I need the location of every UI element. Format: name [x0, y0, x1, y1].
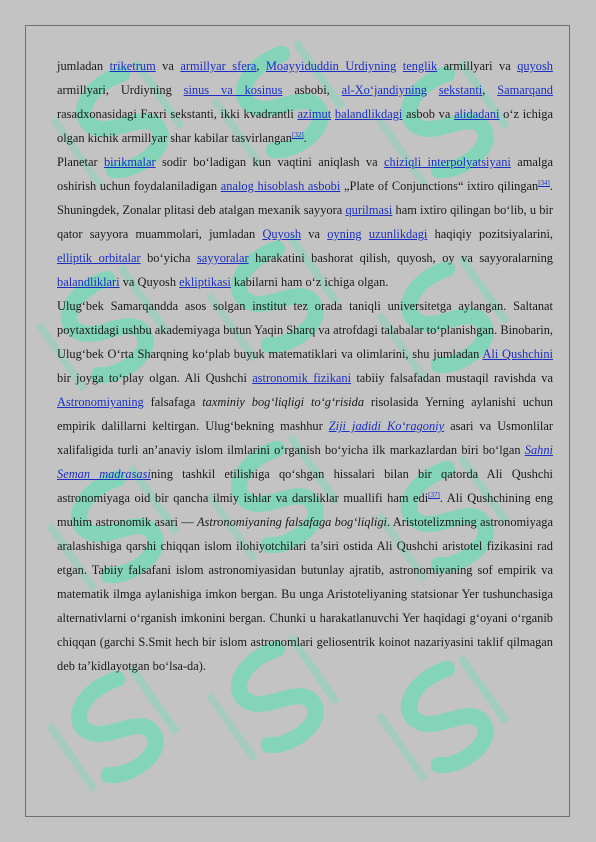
link-tenglik[interactable]: tenglik — [402, 59, 438, 73]
text-run: haqiqiy pozitsiyalarini, — [427, 227, 553, 241]
text-run: tabiiy falsafadan mustaqil ravishda va — [351, 371, 553, 385]
link-elliptik-orbitalar[interactable]: elliptik orbitalar — [57, 251, 141, 265]
link-balandliklari[interactable]: balandliklari — [57, 275, 120, 289]
link-alidadani[interactable]: alidadani — [454, 107, 500, 121]
text-run: rasadxonasidagi Faxri sekstanti, ikki kvadrantli — [57, 107, 298, 121]
italic-title: Astronomiyaning falsafaga bog‘liqligi — [196, 515, 387, 529]
link-astronomiyaning[interactable]: Astronomiyaning — [57, 395, 144, 409]
text-run: , — [256, 59, 266, 73]
link-qurilmasi[interactable]: qurilmasi — [345, 203, 393, 217]
link-uzunlikdagi[interactable]: uzunlikdagi — [368, 227, 428, 241]
link-azimut[interactable]: azimut — [297, 107, 332, 121]
text-run: harakatini bashorat qilish, quyosh, oy va sayyoralarning — [248, 251, 553, 265]
text-run: risolasida Yerning aylanishi uchun empirik dalillarni keltirgan. Ulug‘bekning mashhur — [57, 395, 553, 433]
link-birikmalar[interactable]: birikmalar — [103, 155, 156, 169]
link-chiziqli-interpolyatsiyani[interactable]: chiziqli interpolyatsiyani — [384, 155, 511, 169]
link-oyning[interactable]: oyning — [327, 227, 362, 241]
link-armillyar-sfera[interactable]: armillyar sfera — [180, 59, 257, 73]
link-quyosh[interactable]: Quyosh — [262, 227, 302, 241]
link-sekstanti[interactable]: sekstanti — [438, 83, 483, 97]
text-run: jumladan — [57, 59, 110, 73]
link-sinus-va-kosinus[interactable]: sinus va kosinus — [183, 83, 283, 97]
footnote-ref[interactable]: [34] — [538, 179, 550, 187]
text-run — [427, 83, 439, 97]
text-run: o‘z ichiga olgan kichik armillyar shar kabilar tasvirlangan — [57, 107, 553, 145]
text-run: Ulug‘bek Samarqandda asos solgan institut tez orada taniqli universitetga aylangan. Saltanat poytaxtidagi ushbu akademiyaga butun Yaqin Sharq va atrofdagi talabalar to‘planishgan. Binobarin, Ulug‘bek O‘rta Sharqning ko‘plab buyuk matematiklari va olimlarini, shu jumladan — [57, 299, 553, 361]
link-astronomik-fizikani[interactable]: astronomik fizikani — [252, 371, 352, 385]
text-run: va — [155, 59, 181, 73]
italic-title: taxminiy bog‘liqligi to‘g‘risida — [202, 395, 365, 409]
footnote-superscript — [292, 131, 304, 139]
link-triketrum[interactable]: triketrum — [109, 59, 156, 73]
link-ziji-jadidi-ko-ragoniy[interactable]: Ziji jadidi Ko‘ragoniy — [328, 419, 445, 433]
text-run: . — [303, 131, 307, 145]
paragraph-ulugbek-academy — [57, 294, 553, 678]
footnote-superscript — [538, 179, 550, 187]
link-ekliptikasi[interactable]: ekliptikasi — [179, 275, 231, 289]
watermark-s-logo — [45, 663, 184, 796]
text-run: . Shuningdek, Zonalar plitasi deb atalgan mexanik sayyora — [57, 179, 553, 217]
text-run: armillyari, Urdiyning — [57, 83, 184, 97]
document-page — [25, 25, 570, 817]
text-run: va — [301, 227, 328, 241]
text-run: va Quyosh — [119, 275, 180, 289]
link-balandlikdagi[interactable]: balandlikdagi — [334, 107, 403, 121]
footnote-ref[interactable]: [37] — [428, 491, 440, 499]
text-run: „Plate of Conjunctions“ ixtiro qilingan — [340, 179, 539, 193]
paragraph-plate-of-conjunctions — [57, 150, 553, 294]
text-run: , — [482, 83, 498, 97]
link-ali-qushchini[interactable]: Ali Qushchini — [482, 347, 553, 361]
text-run: Planetar — [57, 155, 104, 169]
text-run: amalga oshirish uchun foydalaniladigan — [57, 155, 553, 193]
text-run: asbob va — [402, 107, 455, 121]
text-run: . Ali Qushchining eng muhim astronomik asari — — [57, 491, 553, 529]
link-samarqand[interactable]: Samarqand — [497, 83, 553, 97]
link-al-xo-jandiyning[interactable]: al-Xo‘jandiyning — [341, 83, 427, 97]
document-body — [57, 54, 553, 678]
link-quyosh[interactable]: quyosh — [517, 59, 553, 73]
link-analog-hisoblash-asbobi[interactable]: analog hisoblash asbobi — [220, 179, 341, 193]
text-run: bo‘yicha — [140, 251, 197, 265]
text-run: falsafaga — [143, 395, 203, 409]
link-moayyiduddin-urdiyning[interactable]: Moayyiduddin Urdiyning — [265, 59, 397, 73]
footnote-ref[interactable]: [32] — [292, 131, 304, 139]
text-run: ham ixtiro qilingan bo‘lib, u bir qator sayyora muammolari, jumladan — [57, 203, 553, 241]
link-sayyoralar[interactable]: sayyoralar — [196, 251, 249, 265]
footnote-superscript — [428, 491, 440, 499]
text-run: sodir bo‘ladigan kun vaqtini aniqlash va — [155, 155, 385, 169]
text-run: armillyari va — [437, 59, 518, 73]
text-run: kabilarni ham o‘z ichiga olgan. — [230, 275, 389, 289]
text-run — [362, 227, 369, 241]
text-run: . Aristotelizmning astronomiyaga aralashishiga qarshi chiqqan islom ilohiyotchilari ta’siri ostida Ali Qushchi aristotel fizikasini rad etgan. Tabiiy falsafani islom astronomiyasidan butunlay ajratib, astronomiyaning sof empirik va matematik ilmga aylanishiga imkon bergan. Bu unga Aristoteliyaning statsionar Yer tushunchasiga alternativlarni o‘rganish imkonini bergan. Chunki u harakatlanuvchi Yer haqidagi g‘oyani o‘rganib chiqqan (garchi S.Smit hech bir islom astronomlari geliosentrik koinot nazariyasini taklif qilmagan deb ta’kidlayotgan bo‘lsa-da). — [57, 515, 553, 673]
text-run: asari va Usmonlilar xalifaligida turli an’anaviy islom ilmlarini o‘rganish bo‘yicha ilk markazlardan biri bo‘lgan — [57, 419, 553, 457]
text-run: ning tashkil etilishiga qo‘shgan hissalari bilan bir qatorda Ali Qushchi astronomiyaga oid bir qancha ilmiy ishlar va darsliklar muallifi ham edi — [57, 467, 553, 505]
text-run: asbobi, — [282, 83, 342, 97]
text-run: bir joyga to‘play olgan. Ali Qushchi — [57, 371, 253, 385]
link-sahni-seman-madrasasi[interactable]: Sahni Seman madrasasi — [57, 443, 553, 481]
paragraph-instruments — [57, 54, 553, 150]
